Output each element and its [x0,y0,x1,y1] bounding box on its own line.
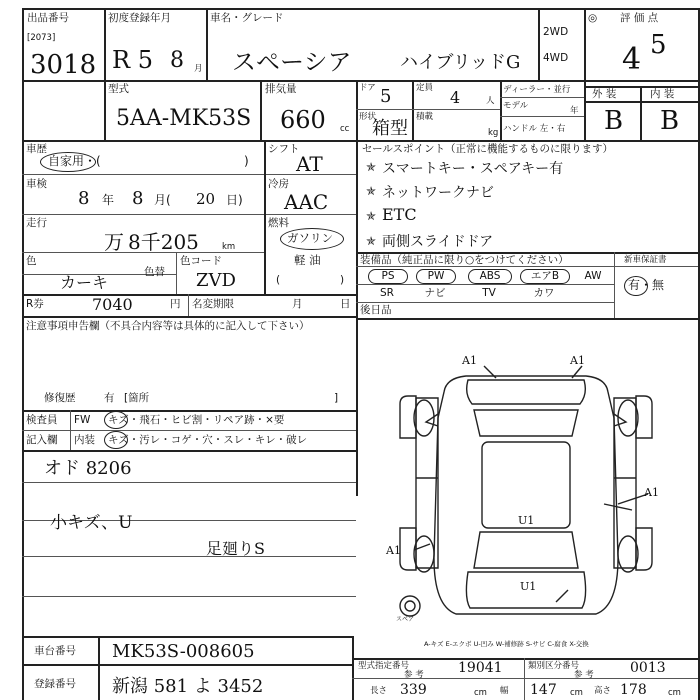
usage-close: ) [244,154,249,168]
lot-sub-number: [2073] [27,33,56,43]
sales-point-item: ネットワークナビ [382,185,494,201]
equipment-label: 装備品（純正品に限り○をつけてください） [360,254,569,266]
fw-label: FW [74,414,91,426]
exterior-grade: B [604,106,624,136]
height-unit: cm [668,688,681,698]
interior-check-label: 内装 [74,434,95,446]
shift-label: シフト [268,143,300,155]
name-change-label: 名変期限 [192,298,234,310]
color-code-label: 色コード [180,255,222,267]
interior-label: 内 装 [650,88,675,100]
equipment-pw: PW [416,269,456,284]
height-label: 高さ [594,686,612,696]
remark-suspension: 足廻りS [206,539,265,558]
score-value-a: 4 [622,42,642,77]
plate-label: 登録番号 [34,678,76,690]
inspection-month: 8 [132,188,144,209]
displacement-label: 排気量 [265,83,297,95]
fuel-alt: 軽 油 [294,253,321,267]
equipment-ps: PS [368,269,408,284]
doors-label: ドア [359,83,376,93]
recycle-value: 7040 [92,295,133,314]
fuel-label: 燃料 [268,217,289,229]
ac-label: 冷房 [268,178,289,190]
score-label: 評 価 点 [620,12,659,24]
capacity-unit: 人 [486,96,495,106]
color-change-label: 色替 [144,266,165,278]
inspector-label: 検査員 [26,414,58,426]
aftermarket-label: 後日品 [360,304,392,316]
inspection-day-unit: 日) [226,193,243,207]
damage-mark-front-right: A1 [570,354,585,367]
year-unit: 年 [570,106,579,116]
mileage-unit: km [222,242,236,252]
length-label: 長さ [370,686,388,696]
mileage-value: 8千205 [128,230,199,254]
shape: 箱型 [372,118,408,139]
equipment-aw: AW [584,270,602,282]
color-code: ZVD [196,270,236,291]
sales-points-label: セールスポイント（正常に機能するものに限ります） [362,143,614,155]
displacement-unit: cc [340,124,350,134]
first-registration-label: 初度登録年月 [108,12,171,24]
cert-value: 19041 [458,660,503,676]
equipment-tv: TV [482,287,496,299]
inspection-day: 20 [196,190,216,208]
damage-mark-right-side: A1 [644,486,659,499]
load-unit: kg [488,128,499,138]
mileage-man: 万 [104,230,124,254]
drive-4wd: 4WD [543,52,569,64]
fuel-paren-close: ) [340,274,345,286]
length-value: 339 [400,682,427,698]
repair-place-close: ] [334,392,339,404]
damage-mark-left-rear: A1 [386,544,401,557]
score-icon: ◎ [588,12,598,24]
dealer-label: ディーラー・並行 [503,85,571,95]
width-value: 147 [530,682,557,698]
inspection-month-unit: 月( [154,193,171,207]
declaration-label: 注意事項申告欄（不具合内容等は具体的に記入して下さい） [26,320,310,332]
fuel-paren-open: ( [276,274,281,286]
warranty-label: 新車保証書 [624,255,667,265]
star-icon: ✯ [366,160,377,174]
doors: 5 [380,86,392,107]
first-registration-month: 8 [170,48,184,73]
repair-history-label: 修復歴 [44,392,76,404]
usage: 自家用・( [48,154,101,168]
model-code-label: 型式 [108,83,129,95]
entry-label: 記入欄 [26,434,58,446]
ac-value: AAC [284,190,329,214]
interior-grade: B [660,106,680,136]
star-icon: ✯ [366,209,377,223]
lot-number-label: 出品番号 [27,12,69,24]
cert-label: 型式指定番号 [358,661,410,671]
name-change-month: 月 [292,298,303,310]
equipment-leather: カワ [533,287,555,299]
sales-point-item: 両側スライドドア [382,234,494,250]
color-value: カーキ [60,273,109,292]
car-name: スペーシア [232,48,352,76]
dent-mark-roof: U1 [518,514,535,527]
warranty-value: 有・無 [628,278,665,292]
shift-value: AT [296,152,323,176]
model-year-label: モデル [503,101,529,111]
car-grade: ハイブリッドG [400,52,521,73]
name-change-day: 日 [340,298,351,310]
fw-items: キズ・飛石・ヒビ割・リペア跡・×要 [108,414,285,426]
remark-scratch: 小キズ、U [50,513,133,533]
lot-number: 3018 [30,50,97,80]
first-registration-era: R 5 [112,46,153,74]
equipment-navi: ナビ [424,287,446,299]
recycle-unit: 円 [170,298,181,310]
capacity-label: 定員 [416,83,434,93]
model-code: 5AA-MK53S [116,106,252,131]
shape-label: 形状 [359,112,377,122]
remark-odometer: オド 8206 [44,458,132,479]
spare-tire-label: スペア [396,616,415,623]
repair-place-label: [箇所 [124,392,150,404]
equipment-abs: ABS [468,269,512,284]
mileage-label: 走行 [26,217,47,229]
interior-items: キズ・汚レ・コゲ・穴・スレ・キレ・破レ [108,434,308,446]
inspection-year: 8 [78,188,90,209]
equipment-sr: SR [380,287,394,299]
drive-2wd: 2WD [543,26,569,38]
load-label: 積載 [416,112,434,122]
capacity: 4 [450,88,461,107]
category-value: 0013 [630,660,666,676]
category-label: 類別区分番号 [528,661,580,671]
fuel-value: ガソリン [287,231,333,245]
exterior-label: 外 装 [592,88,617,100]
color-label: 色 [26,255,37,267]
chassis-label: 車台番号 [34,645,76,657]
displacement: 660 [280,106,326,134]
history-label: 車歴 [26,143,47,155]
handle-label: ハンドル 左・右 [503,124,566,134]
inspection-year-unit: 年 [102,193,115,207]
plate-number: 新潟 581 よ 3452 [112,676,264,697]
damage-legend: A-キズ E-エクボ U-凹み W-補修跡 S-サビ C-腐食 X-交換 [424,640,589,648]
cert-ref: 参 考 [404,670,424,680]
repair-history-value: 有 [104,392,115,404]
dent-mark-rear: U1 [520,580,537,593]
length-unit: cm [474,688,487,698]
sales-point-item: ETC [382,205,417,224]
inspection-label: 車検 [26,178,47,190]
height-value: 178 [620,682,647,698]
equipment-airbag: エアB [520,269,570,284]
star-icon: ✯ [366,184,377,198]
star-icon: ✯ [366,234,377,248]
score-value-b: 5 [650,30,667,60]
chassis-number: MK53S-008605 [112,641,255,662]
width-label: 幅 [500,686,509,696]
recycle-label: R券 [26,298,44,310]
sales-point-item: スマートキー・スペアキー有 [382,161,564,177]
damage-mark-front-left: A1 [462,354,477,367]
month-unit: 月 [194,64,203,74]
category-ref: 参 考 [574,670,594,680]
model-grade-label: 車名・グレード [210,12,284,24]
width-unit: cm [570,688,583,698]
